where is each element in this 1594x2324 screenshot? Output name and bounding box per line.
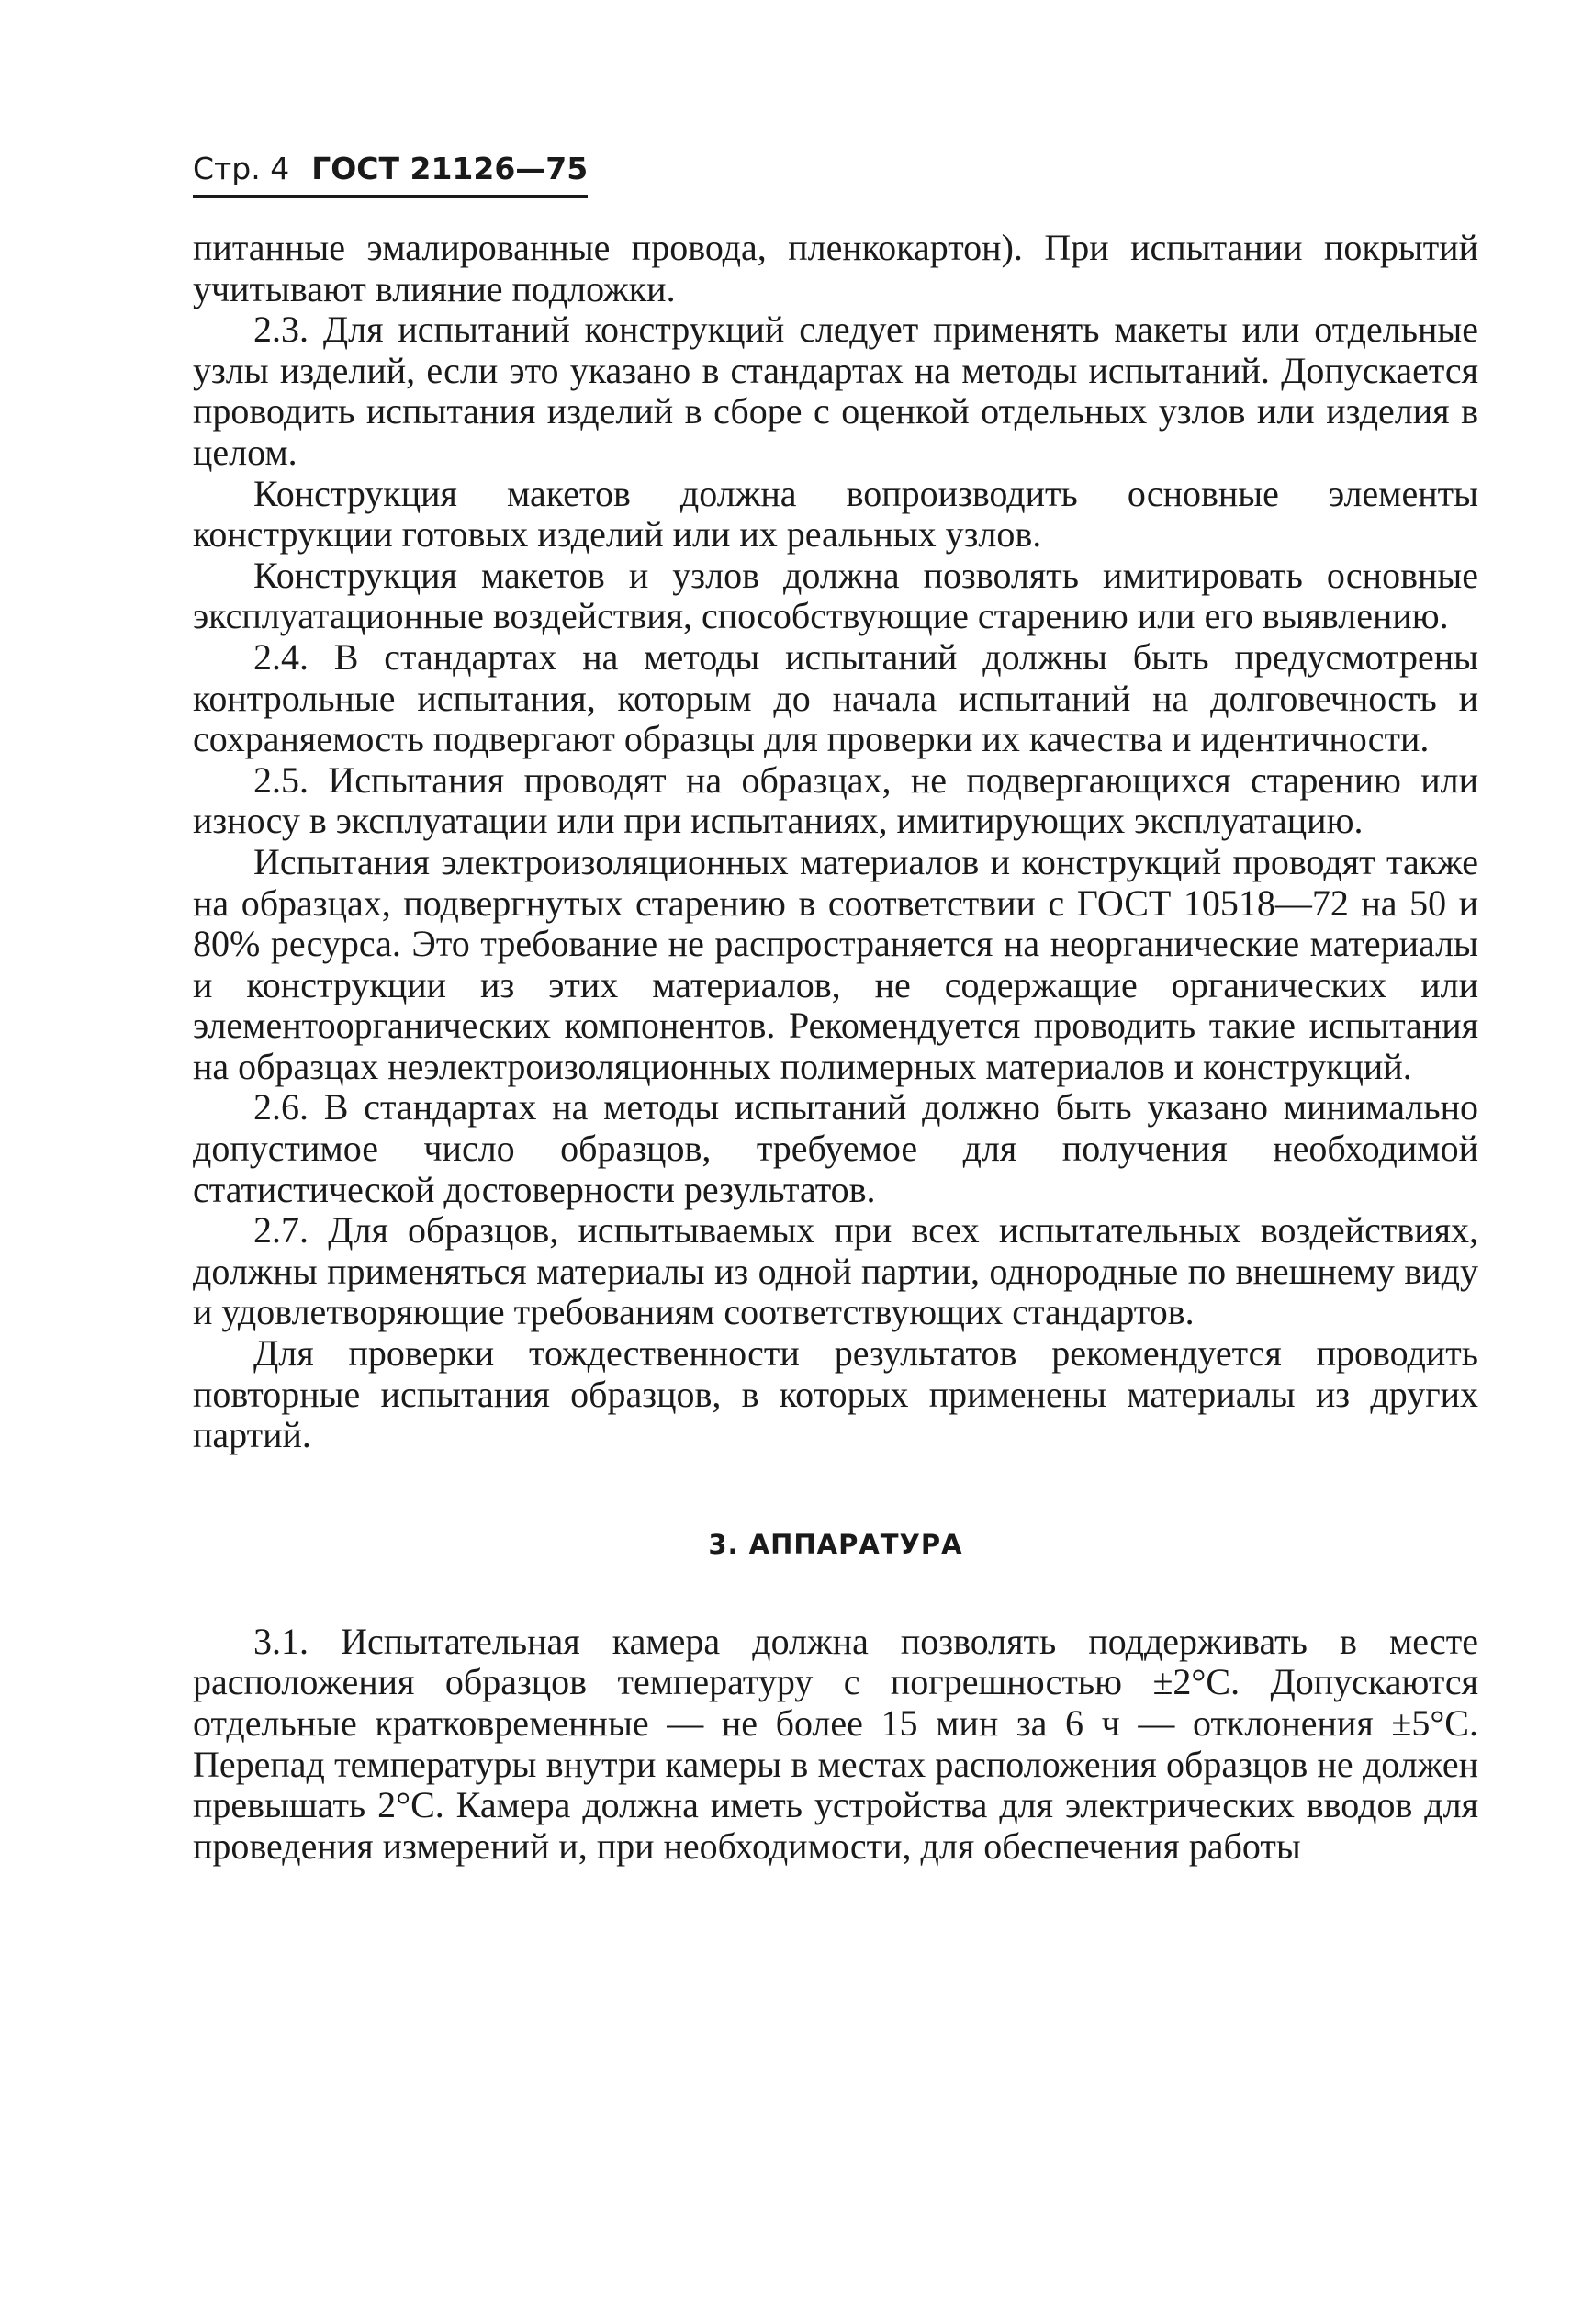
paragraph-2-7-repeat-tests: Для проверки тождественности результатов рекомендуется проводить повторные испытания образцов, в которых применены материалы из других партий. xyxy=(193,1332,1478,1456)
standard-designation: ГОСТ 21126—75 xyxy=(311,151,589,186)
paragraph-2-6: 2.6. В стандартах на методы испытаний должно быть указано минимально допустимое число образцов, требуемое для получения необходимой статистической достоверности результатов. xyxy=(193,1086,1478,1210)
section-title-apparatus: 3. АППАРАТУРА xyxy=(708,1528,963,1560)
paragraph-2-5-insulation: Испытания электроизоляционных материалов и конструкций проводят также на образцах, подвергнутых старению в соответствии с ГОСТ 10518—72 на 50 и 80% ресурса. Это требование не распространяется на неорганические материалы и конструкции из этих материалов, не содержащие органических или элементоорганических компонентов. Рекомендуется проводить такие испытания на образцах неэлектроизоляционных полимерных материалов и конструкций. xyxy=(193,840,1478,1087)
paragraph-2-3-mockup-imitation: Конструкция макетов и узлов должна позволять имитировать основные эксплуатационные воздействия, способствующие старению или его выявлению. xyxy=(193,554,1478,637)
paragraph-2-4: 2.4. В стандартах на методы испытаний должны быть предусмотрены контрольные испытания, которым до начала испытаний на долговечность и сохраняемость подвергают образцы для проверки их качества и идентичности. xyxy=(193,635,1478,760)
running-head xyxy=(193,149,588,189)
paragraph-2-5: 2.5. Испытания проводят на образцах, не подвергающихся старению или износу в эксплуатации или при испытаниях, имитирующих эксплуатацию. xyxy=(193,758,1478,842)
paragraph-3-1: 3.1. Испытательная камера должна позволять поддерживать в месте расположения образцов температуру с погрешностью ±2°С. Допускаются отдельные кратковременные — не более 15 мин за 6 ч — отклонения ±5°С. Перепад температуры внутри камеры в местах расположения образцов не должен превышать 2°С. Камера должна иметь устройства для электрических вводов для проведения измерений и, при необходимости, для обеспечения работы xyxy=(193,1620,1478,1867)
page-number: Стр. 4 xyxy=(193,151,290,186)
paragraph-continuation: питанные эмалированные провода, пленкокартон). При испытании покрытий учитывают влияние подложки. xyxy=(193,227,1478,309)
document-body xyxy=(193,228,1478,1867)
paragraph-2-3-mockup-design: Конструкция макетов должна вопроизводить основные элементы конструкции готовых изделий или их реальных узлов. xyxy=(193,472,1478,556)
header-rule xyxy=(193,195,588,198)
paragraph-2-7: 2.7. Для образцов, испытываемых при всех испытательных воздействиях, должны применяться материалы из одной партии, однородные по внешнему виду и удовлетворяющие требованиям соответствующих стандартов. xyxy=(193,1209,1478,1333)
paragraph-2-3: 2.3. Для испытаний конструкций следует применять макеты или отдельные узлы изделий, если это указано в стандартах на методы испытаний. Допускается проводить испытания изделий в сборе с оценкой отдельных узлов или изделия в целом. xyxy=(193,309,1478,473)
